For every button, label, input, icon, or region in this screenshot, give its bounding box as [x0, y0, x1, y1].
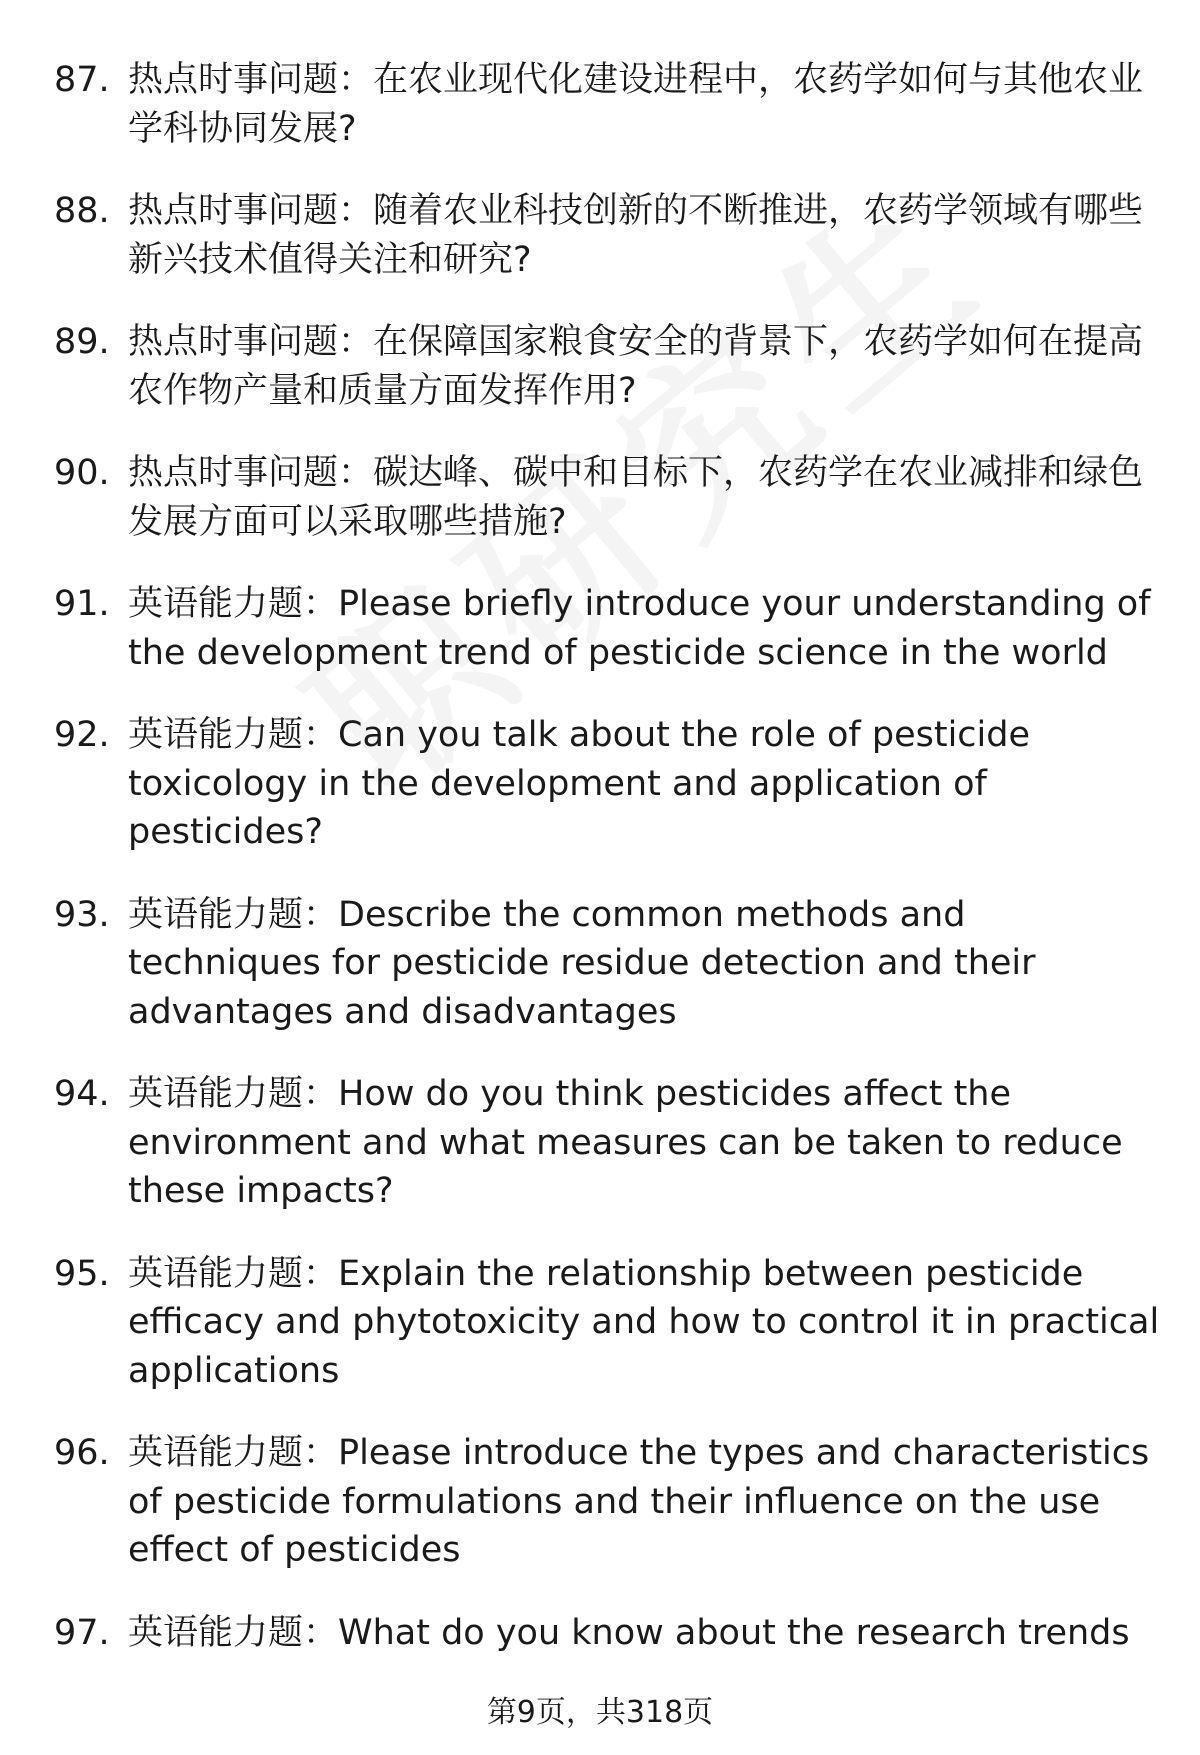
question-number: 87. [54, 60, 110, 100]
question-number: 92. [54, 715, 110, 755]
question-text: 英语能力题：Can you talk about the role of pesticide toxicology in the development and application of pesticides? [128, 715, 1031, 852]
question-text: 热点时事问题：在保障国家粮食安全的背景下，农药学如何在提高农作物产量和质量方面发挥作用? [128, 322, 1144, 411]
question-number: 88. [54, 191, 110, 231]
question-text: 热点时事问题：在农业现代化建设进程中，农药学如何与其他农业学科协同发展? [128, 60, 1144, 149]
question-item [0, 1429, 1200, 1575]
page-footer: 第9页，共318页 [486, 1695, 714, 1730]
question-number: 93. [54, 894, 110, 935]
question-item [0, 56, 1200, 153]
question-item [0, 318, 1200, 415]
question-item [0, 449, 1200, 546]
question-number: 91. [54, 584, 110, 624]
question-number: 90. [54, 453, 110, 493]
question-item [0, 711, 1200, 857]
question-text: 英语能力题：How do you think pesticides affect the environment and what measures can be taken to reduce these impacts? [128, 1074, 1123, 1211]
question-text: 英语能力题：Explain the relationship between pesticide efficacy and phytotoxicity and how to control it in practical applications [128, 1253, 1160, 1391]
question-list [0, 56, 1200, 1691]
question-text: 热点时事问题：随着农业科技创新的不断推进，农药学领域有哪些新兴技术值得关注和研究? [128, 191, 1144, 280]
question-text: 英语能力题：Please briefly introduce your understanding of the development trend of pesticide science in the world [128, 584, 1151, 673]
question-item [0, 1070, 1200, 1216]
question-item [0, 1250, 1200, 1396]
question-text: 英语能力题：Describe the common methods and techniques for pesticide residue detection and their advantages and disadvantages [128, 894, 1036, 1032]
question-number: 95. [54, 1253, 110, 1294]
question-item [0, 187, 1200, 284]
question-number: 94. [54, 1074, 110, 1114]
question-text: 英语能力题：Please introduce the types and characteristics of pesticide formulations and their influence on the use effect of pesticides [128, 1433, 1150, 1570]
question-item [0, 580, 1200, 677]
question-number: 89. [54, 322, 110, 362]
question-number: 97. [54, 1612, 110, 1653]
question-number: 96. [54, 1433, 110, 1473]
question-item [0, 891, 1200, 1037]
question-text: 热点时事问题：碳达峰、碳中和目标下，农药学在农业减排和绿色发展方面可以采取哪些措施? [128, 453, 1144, 542]
question-text: 英语能力题：What do you know about the research trends [128, 1612, 1130, 1653]
question-item [0, 1609, 1200, 1658]
